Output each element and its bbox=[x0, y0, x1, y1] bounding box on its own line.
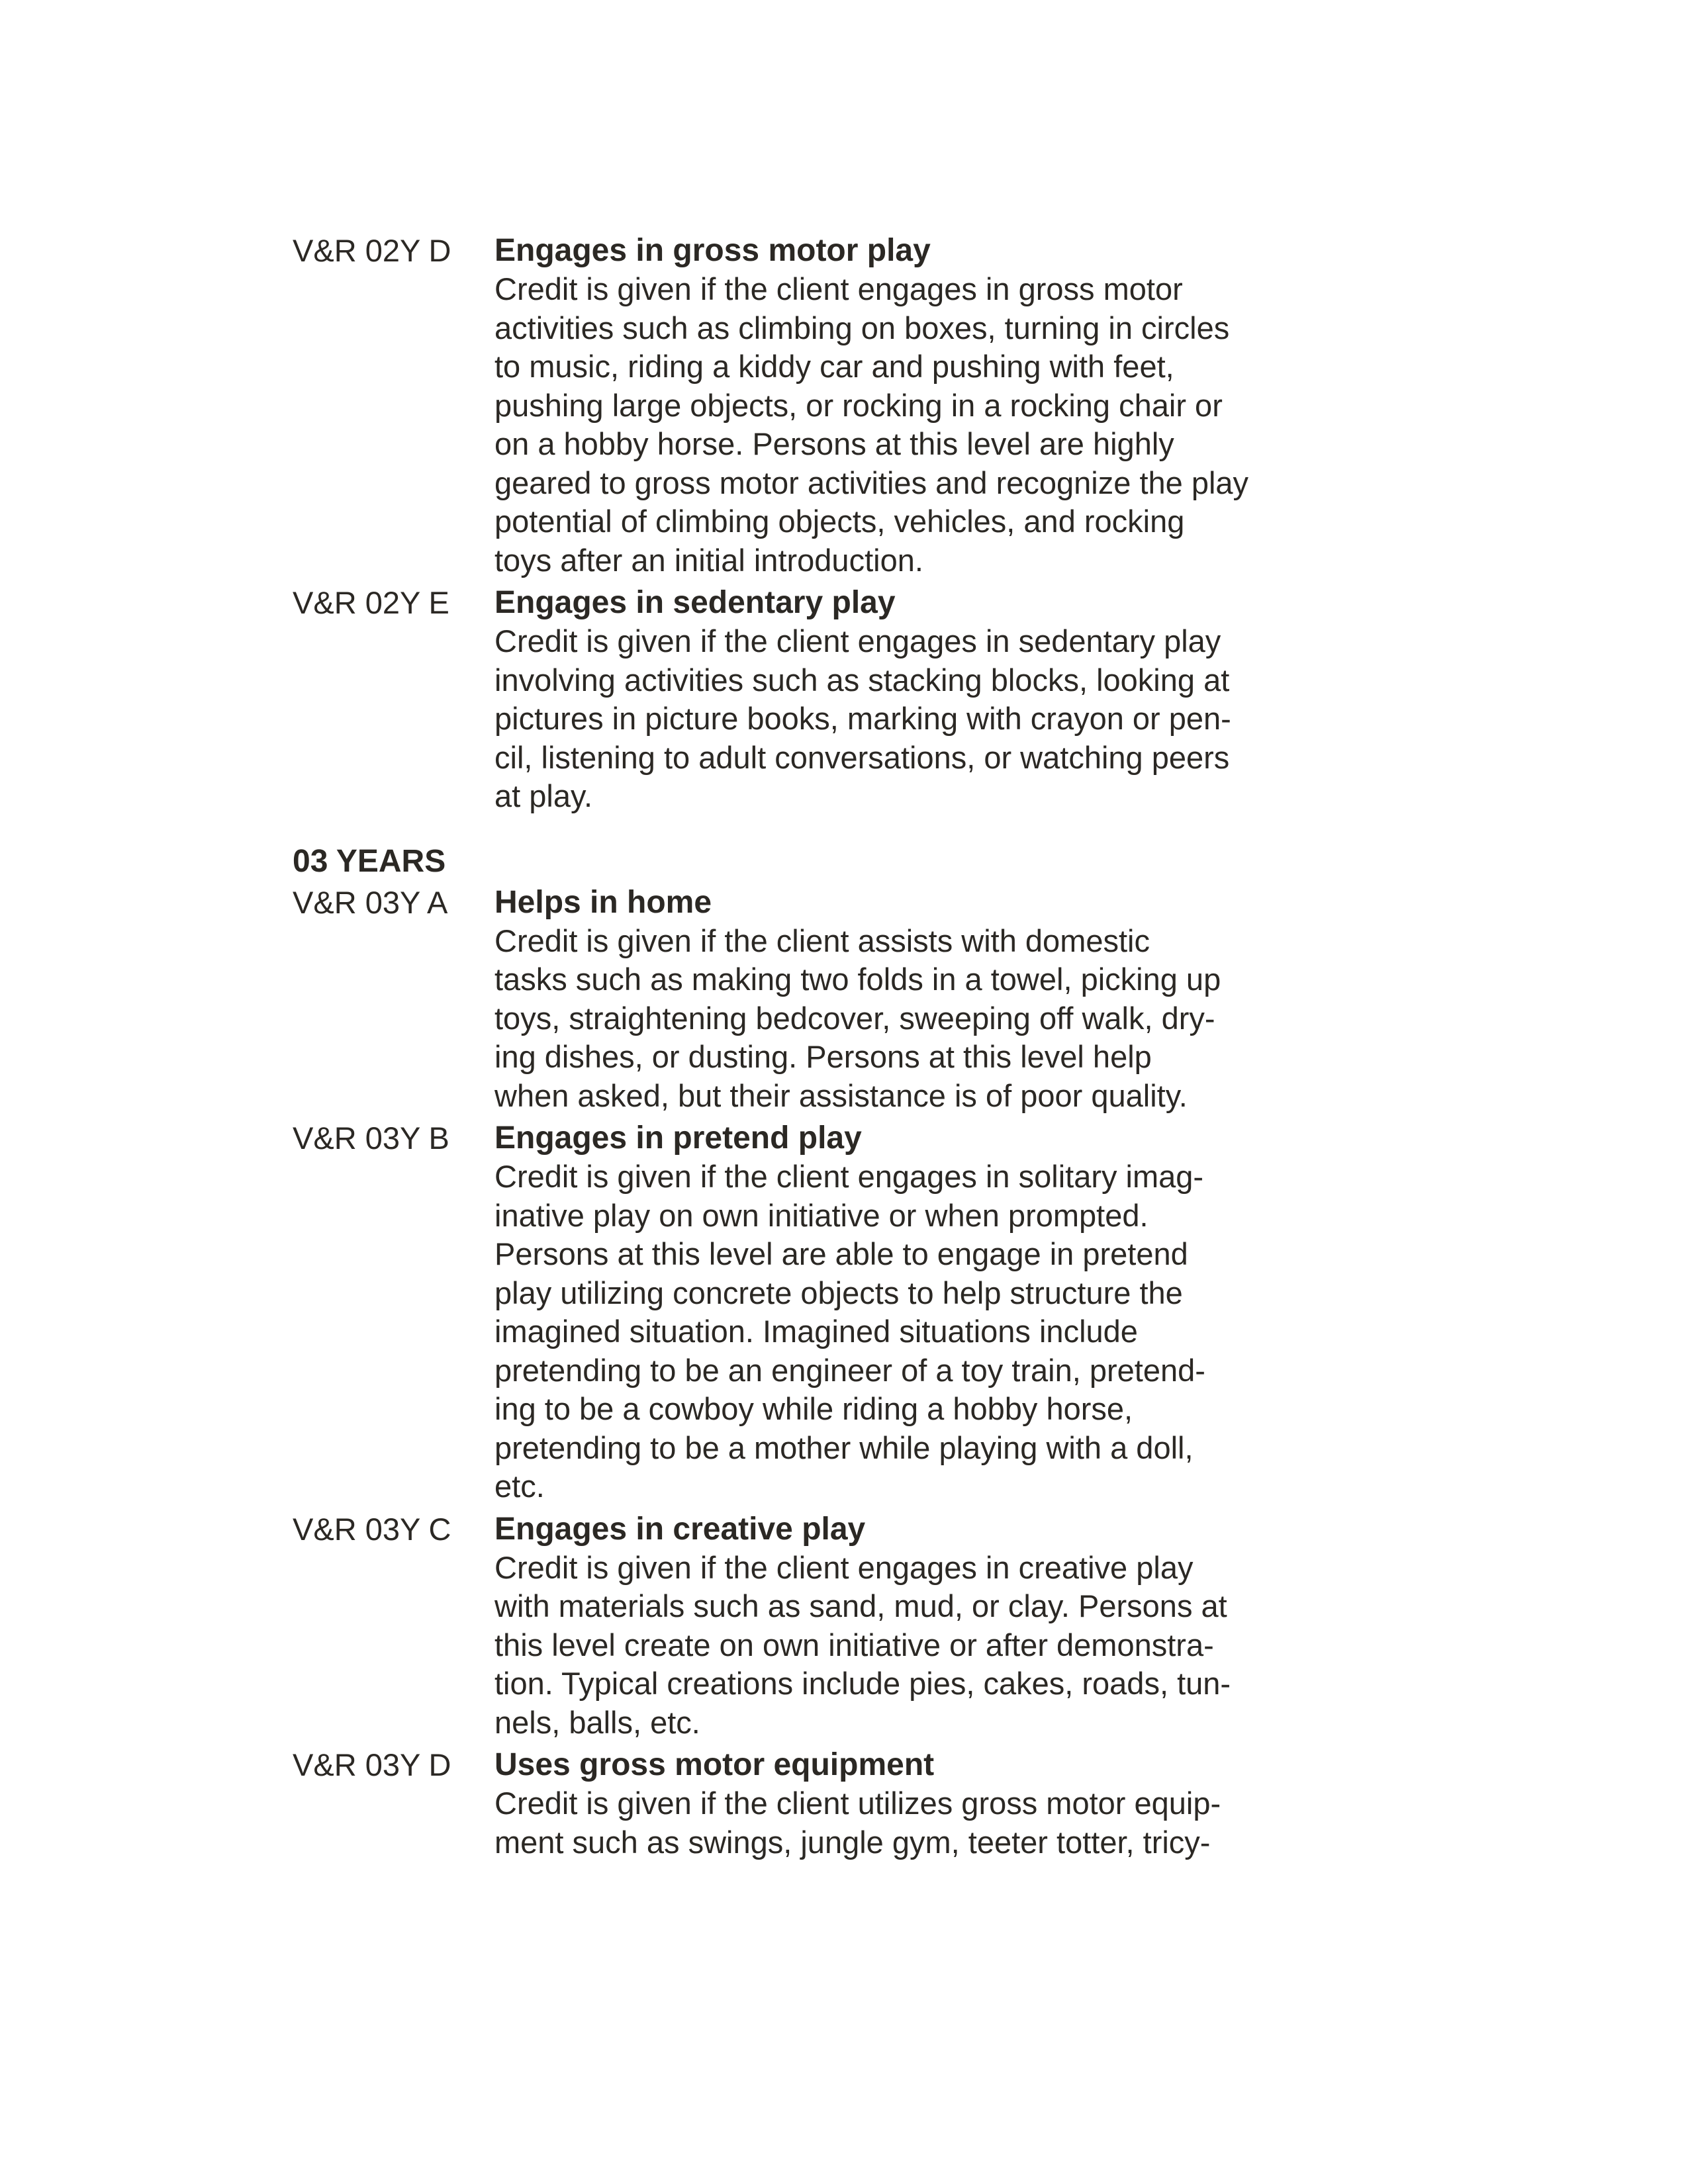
description-line: etc. bbox=[494, 1469, 545, 1504]
description-line: to music, riding a kiddy car and pushing with feet, bbox=[494, 349, 1174, 384]
description-line: potential of climbing objects, vehicles, and rocking bbox=[494, 504, 1185, 539]
entry-body bbox=[494, 1510, 1352, 1743]
description-line: ing dishes, or dusting. Persons at this level help bbox=[494, 1039, 1152, 1074]
description-line: inative play on own initiative or when prompted. bbox=[494, 1197, 1149, 1233]
entry-description bbox=[494, 622, 1352, 816]
entry-03y-b bbox=[293, 1119, 1352, 1506]
entry-code: V&R 02Y D bbox=[293, 233, 451, 268]
description-line: at play. bbox=[494, 778, 593, 813]
entry-03y-d bbox=[293, 1746, 1352, 1862]
description-line: geared to gross motor activities and recognize the play bbox=[494, 465, 1249, 500]
description-line: ing to be a cowboy while riding a hobby horse, bbox=[494, 1391, 1133, 1426]
entry-code: V&R 03Y C bbox=[293, 1511, 451, 1547]
entry-title: Engages in gross motor play bbox=[494, 233, 931, 268]
entry-body bbox=[494, 1746, 1352, 1862]
description-line: pictures in picture books, marking with crayon or pen- bbox=[494, 701, 1231, 736]
entry-02y-e bbox=[293, 584, 1352, 816]
description-line: activities such as climbing on boxes, turning in circles bbox=[494, 310, 1230, 345]
entry-title: Engages in sedentary play bbox=[494, 585, 896, 620]
description-line: tasks such as making two folds in a towel, picking up bbox=[494, 962, 1221, 997]
description-line: Credit is given if the client engages in creative play bbox=[494, 1549, 1194, 1585]
entry-03y-c bbox=[293, 1510, 1352, 1743]
description-line: play utilizing concrete objects to help structure the bbox=[494, 1275, 1183, 1310]
entry-body bbox=[494, 884, 1352, 1116]
entry-body bbox=[494, 1119, 1352, 1506]
description-line: nels, balls, etc. bbox=[494, 1704, 700, 1740]
description-line: tion. Typical creations include pies, cakes, roads, tun- bbox=[494, 1666, 1231, 1701]
entry-description bbox=[494, 1158, 1352, 1506]
description-line: on a hobby horse. Persons at this level are highly bbox=[494, 426, 1174, 461]
description-line: with materials such as sand, mud, or clay. Persons at bbox=[494, 1588, 1227, 1623]
description-line: when asked, but their assistance is of poor quality. bbox=[494, 1077, 1188, 1113]
description-line: toys, straightening bedcover, sweeping off walk, dry- bbox=[494, 1000, 1215, 1036]
description-line: Credit is given if the client assists with domestic bbox=[494, 923, 1150, 958]
description-line: pushing large objects, or rocking in a rocking chair or bbox=[494, 387, 1223, 423]
description-line: pretending to be an engineer of a toy train, pretend- bbox=[494, 1352, 1205, 1388]
entry-code: V&R 03Y B bbox=[293, 1120, 449, 1156]
entry-description bbox=[494, 1784, 1352, 1862]
description-line: Persons at this level are able to engage in pretend bbox=[494, 1236, 1188, 1271]
description-line: Credit is given if the client engages in solitary imag- bbox=[494, 1159, 1204, 1194]
entry-title: Engages in creative play bbox=[494, 1511, 866, 1547]
entry-description bbox=[494, 1549, 1352, 1743]
description-line: Credit is given if the client engages in sedentary play bbox=[494, 623, 1221, 659]
description-line: pretending to be a mother while playing with a doll, bbox=[494, 1430, 1194, 1465]
entry-title: Engages in pretend play bbox=[494, 1120, 862, 1156]
description-line: this level create on own initiative or after demonstra- bbox=[494, 1627, 1214, 1662]
entry-code: V&R 02Y E bbox=[293, 585, 449, 620]
document-content bbox=[293, 232, 1352, 1862]
entry-code: V&R 03Y A bbox=[293, 884, 448, 920]
entry-02y-d bbox=[293, 232, 1352, 580]
description-line: toys after an initial introduction. bbox=[494, 542, 923, 578]
description-line: Credit is given if the client engages in gross motor bbox=[494, 271, 1183, 306]
description-line: Credit is given if the client utilizes gross motor equip- bbox=[494, 1786, 1221, 1821]
entry-title: Helps in home bbox=[494, 884, 712, 920]
description-line: cil, listening to adult conversations, or watching peers bbox=[494, 739, 1230, 775]
entry-03y-a bbox=[293, 884, 1352, 1116]
entry-description bbox=[494, 270, 1352, 580]
entry-body bbox=[494, 584, 1352, 816]
description-line: ment such as swings, jungle gym, teeter totter, tricy- bbox=[494, 1824, 1211, 1860]
description-line: imagined situation. Imagined situations include bbox=[494, 1314, 1138, 1349]
entry-title: Uses gross motor equipment bbox=[494, 1747, 935, 1782]
entry-description bbox=[494, 922, 1352, 1116]
description-line: involving activities such as stacking blocks, looking at bbox=[494, 662, 1230, 698]
entry-body bbox=[494, 232, 1352, 580]
entry-code: V&R 03Y D bbox=[293, 1747, 451, 1782]
section-heading: 03 YEARS bbox=[293, 843, 446, 879]
